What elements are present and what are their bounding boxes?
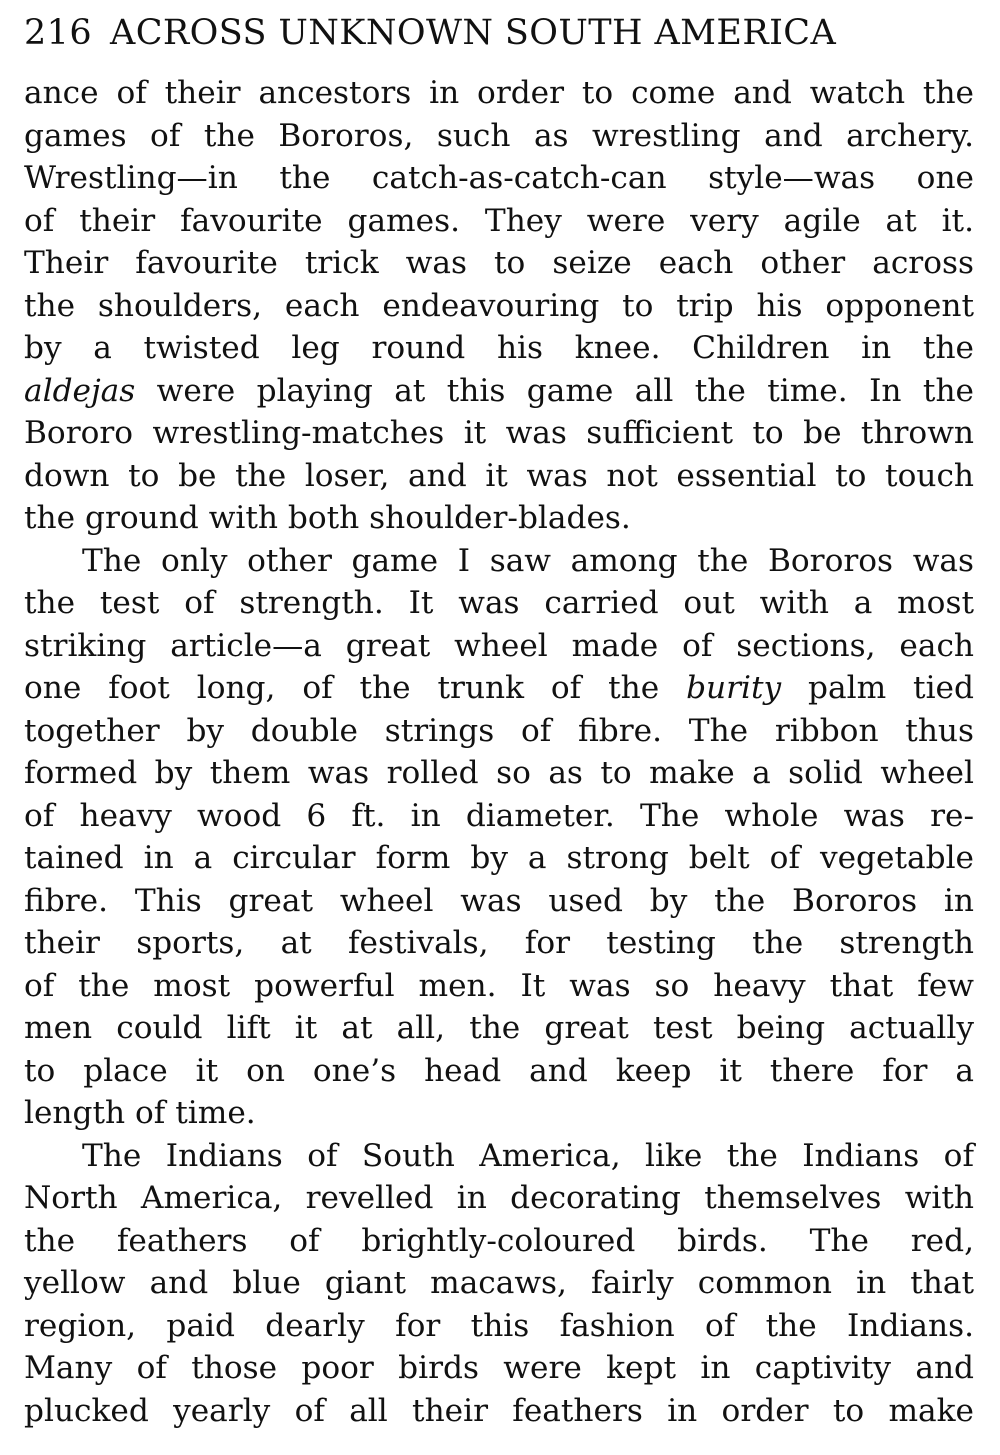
text-line: region, paid dearly for this fashion of the Indians. bbox=[24, 1307, 974, 1344]
paragraph-1 bbox=[24, 72, 974, 540]
paragraph-2 bbox=[24, 540, 974, 1135]
text-line: to place it on one’s head and keep it there for a bbox=[24, 1052, 974, 1089]
text-line: games of the Bororos, such as wrestling and archery. bbox=[24, 117, 974, 154]
text-line: the ground with both shoulder-blades. bbox=[24, 500, 631, 536]
text-line: of heavy wood 6 ft. in diameter. The whole was re- bbox=[24, 797, 974, 834]
text-line: of their favourite games. They were very agile at it. bbox=[24, 202, 974, 239]
text-fragment: one foot long, of the trunk of the bbox=[24, 670, 687, 706]
italic-word-aldejas: aldejas bbox=[24, 372, 136, 409]
text-line: the feathers of brightly-coloured birds. The red, bbox=[24, 1222, 974, 1259]
text-line: formed by them was rolled so as to make a solid wheel bbox=[24, 755, 974, 791]
page-number: 216 bbox=[24, 13, 93, 53]
text-line: fibre. This great wheel was used by the Bororos in bbox=[24, 882, 974, 919]
italic-word-burity: burity bbox=[686, 670, 782, 706]
text-line: tained in a circular form by a strong belt of vegetable bbox=[24, 840, 974, 876]
text-fragment: palm tied bbox=[781, 670, 974, 706]
text-line: striking article—a great wheel made of sections, each bbox=[24, 627, 974, 664]
text-line: of the most powerful men. It was so heavy that few bbox=[24, 967, 974, 1004]
text-line: by a twisted leg round his knee. Children in the bbox=[24, 330, 974, 366]
text-line: length of time. bbox=[24, 1095, 256, 1131]
text-line: their sports, at festivals, for testing the strength bbox=[24, 925, 974, 961]
text-line bbox=[24, 667, 974, 710]
text-line: the shoulders, each endeavouring to trip his opponent bbox=[24, 287, 974, 324]
text-line: plucked yearly of all their feathers in order to make bbox=[24, 1392, 974, 1429]
book-title: ACROSS UNKNOWN SOUTH AMERICA bbox=[110, 13, 837, 53]
text-line: The only other game I saw among the Bororos was bbox=[82, 542, 974, 579]
text-line: North America, revelled in decorating themselves with bbox=[24, 1180, 974, 1216]
text-line: Bororo wrestling-matches it was sufficient to be thrown bbox=[24, 415, 974, 451]
text-line: The Indians of South America, like the Indians of bbox=[82, 1137, 974, 1174]
text-fragment: were playing at this game all the time. In the bbox=[135, 372, 974, 409]
text-line: down to be the loser, and it was not essential to touch bbox=[24, 457, 974, 494]
text-line: yellow and blue giant macaws, fairly common in that bbox=[24, 1265, 974, 1301]
page-body bbox=[24, 72, 974, 1432]
text-line: men could lift it at all, the great test being actually bbox=[24, 1010, 974, 1046]
paragraph-3 bbox=[24, 1135, 974, 1433]
text-line: ance of their ancestors in order to come and watch the bbox=[24, 75, 974, 111]
text-line bbox=[24, 370, 974, 413]
text-line: Their favourite trick was to seize each other across bbox=[24, 245, 974, 281]
running-head bbox=[24, 12, 974, 72]
text-line: Many of those poor birds were kept in captivity and bbox=[24, 1350, 974, 1386]
text-line: the test of strength. It was carried out with a most bbox=[24, 585, 974, 621]
text-line: Wrestling—in the catch-as-catch-can style—was one bbox=[24, 160, 974, 196]
text-line: together by double strings of fibre. The ribbon thus bbox=[24, 712, 974, 749]
